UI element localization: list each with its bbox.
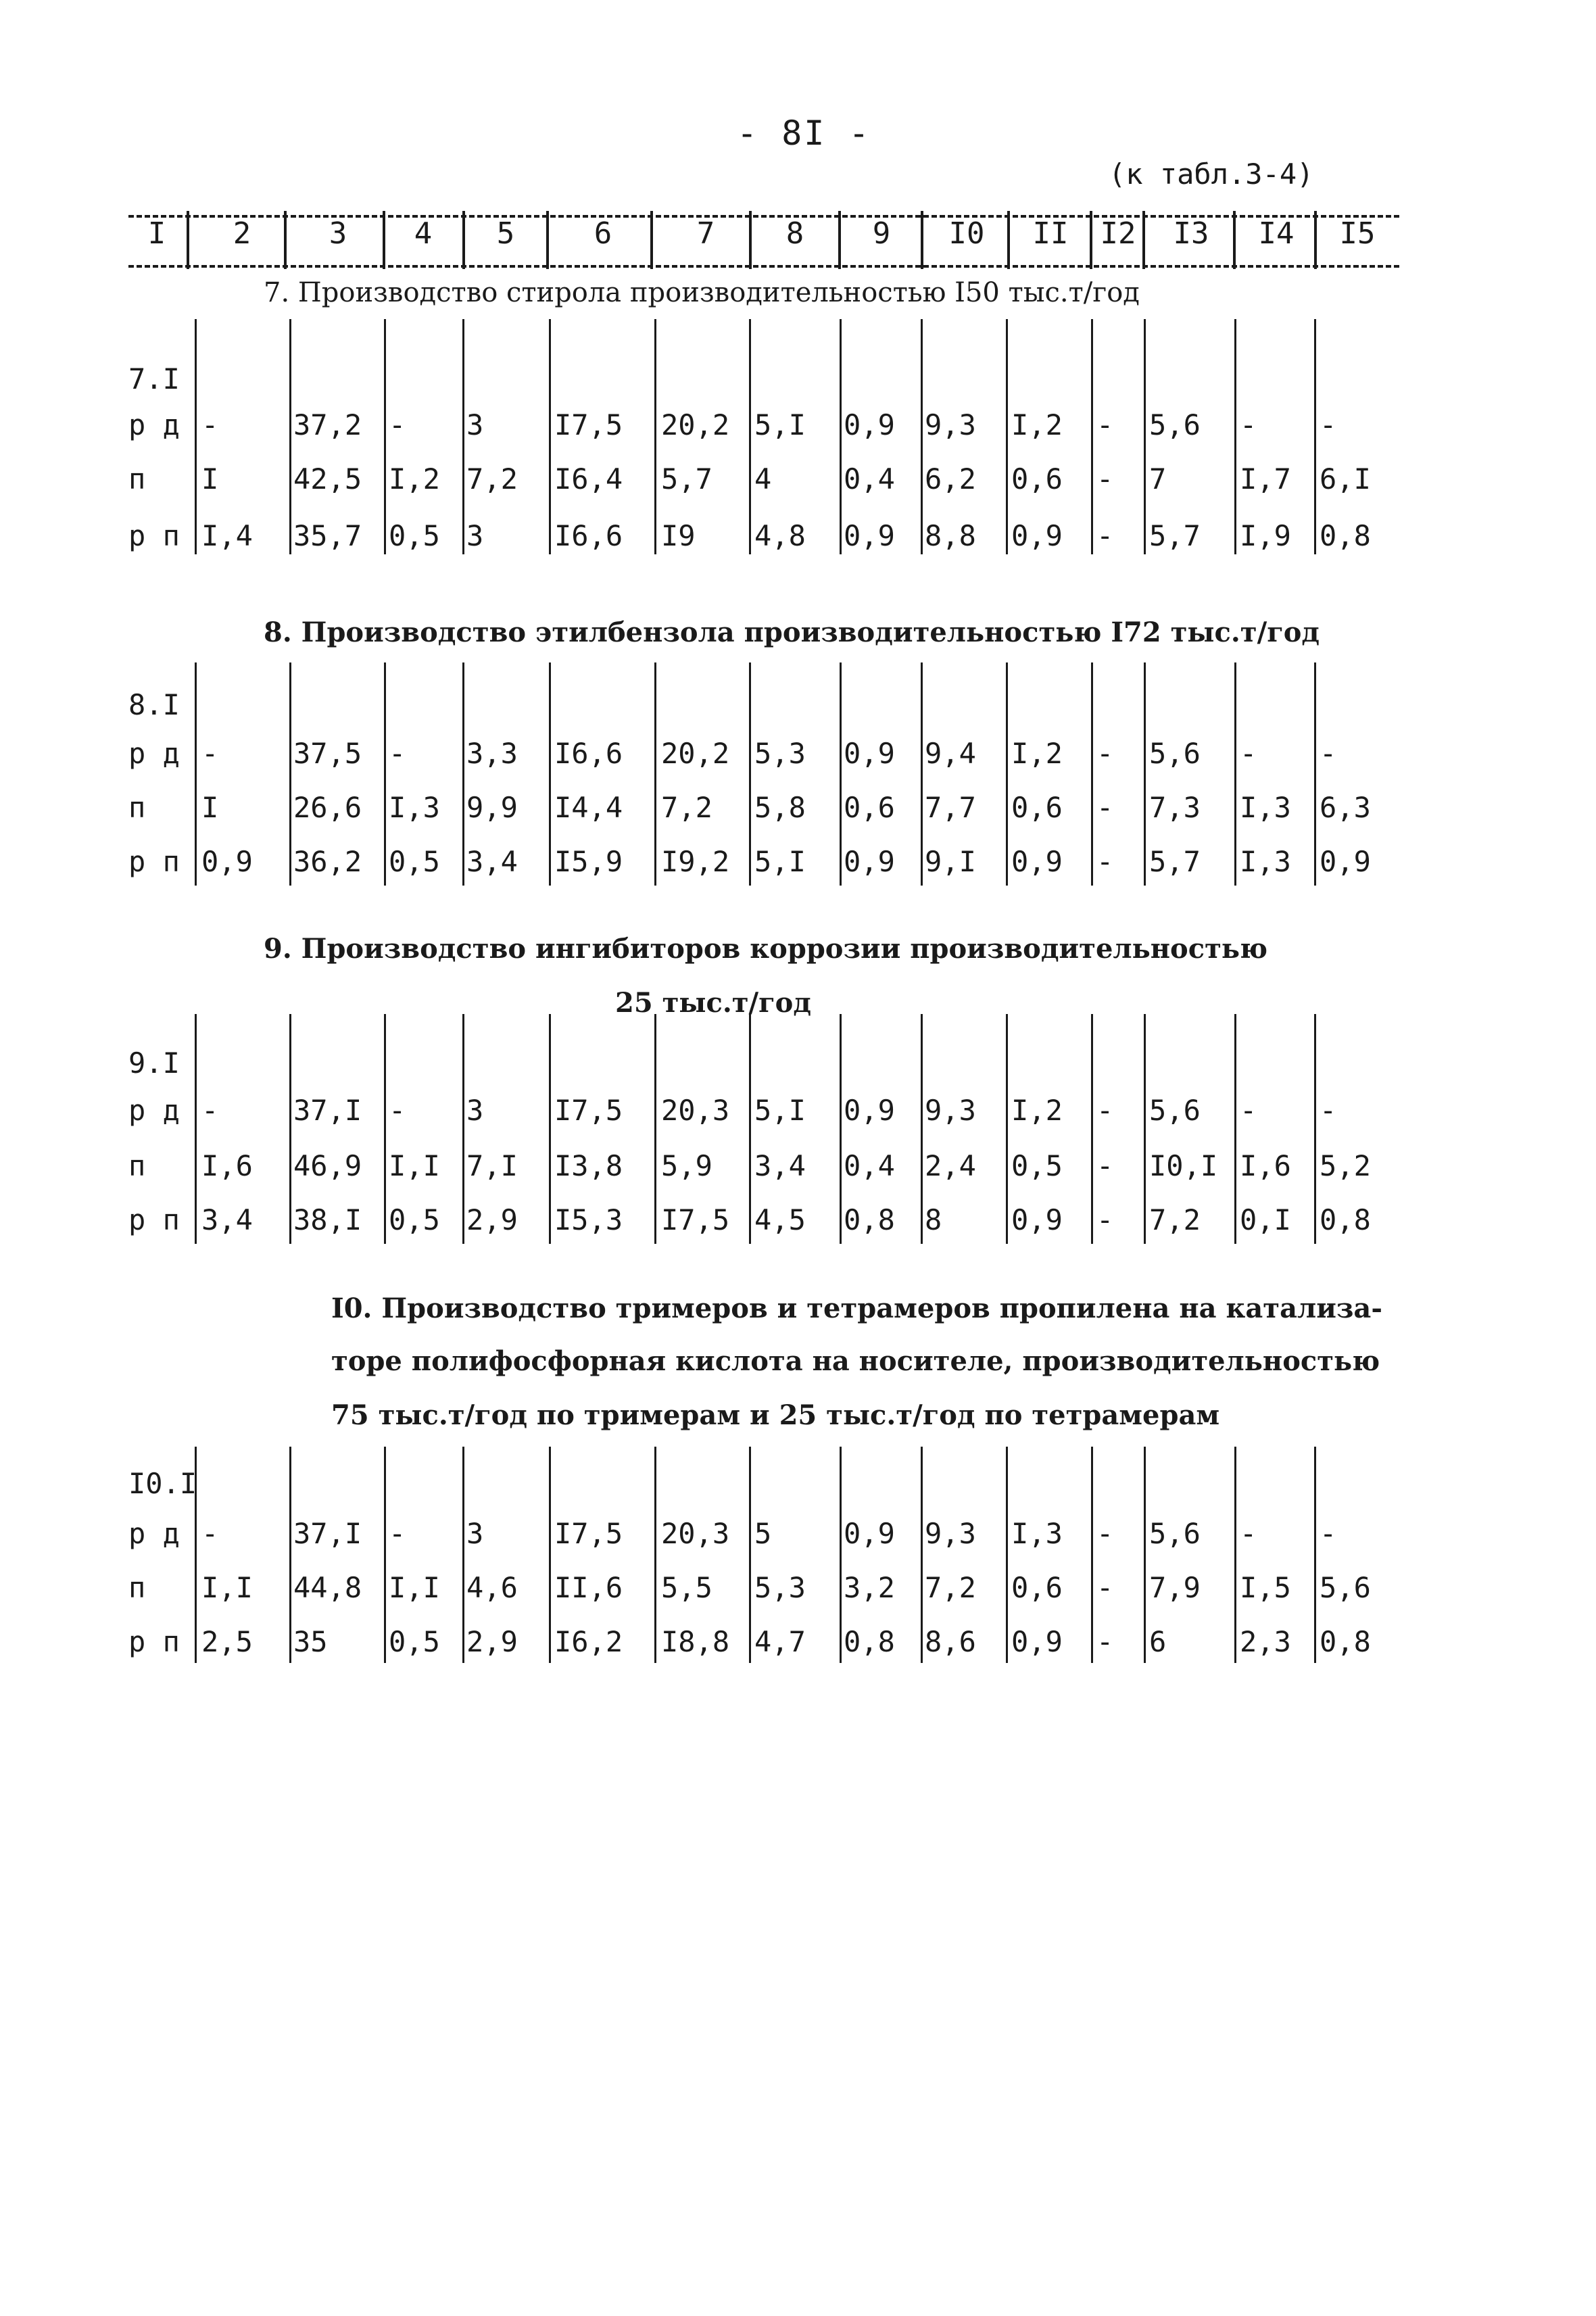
table-cell: 7,3 <box>1149 791 1201 824</box>
column-rule <box>1314 662 1316 886</box>
table-cell: 5,I <box>754 408 806 441</box>
table-cell: 0,8 <box>1320 1203 1371 1236</box>
table-cell: I,2 <box>1011 408 1063 441</box>
header-separator <box>1314 211 1317 269</box>
page-number: - 8I - <box>737 114 871 153</box>
column-rule <box>384 319 386 554</box>
row-label: р п <box>128 845 180 878</box>
row-label: р д <box>128 737 180 770</box>
column-rule <box>462 1014 464 1244</box>
table-cell: - <box>1096 1203 1114 1236</box>
table-cell: 8 <box>925 1203 942 1236</box>
table-cell: I,9 <box>1240 519 1291 552</box>
column-rule <box>384 662 386 886</box>
column-header: I2 <box>1100 216 1136 251</box>
table-cell: 0,8 <box>1320 519 1371 552</box>
table-cell: 4,8 <box>754 519 806 552</box>
table-cell: - <box>1096 737 1114 770</box>
section-title: 75 тыс.т/год по тримерам и 25 тыс.т/год по тетрамерам <box>331 1399 1220 1431</box>
column-rule <box>1234 662 1236 886</box>
table-cell: - <box>1320 408 1337 441</box>
table-cell: 6,2 <box>925 462 976 496</box>
column-rule <box>749 319 751 554</box>
section-title: торе полифосфорная кислота на носителе, производительностью <box>331 1345 1380 1377</box>
table-cell: I8,8 <box>661 1625 730 1658</box>
column-rule <box>840 319 842 554</box>
table-cell: 0,5 <box>389 519 440 552</box>
table-cell: - <box>201 408 219 441</box>
column-rule <box>195 319 197 554</box>
table-cell: 0,5 <box>1011 1149 1063 1182</box>
row-label: р п <box>128 519 180 552</box>
table-cell: - <box>389 408 406 441</box>
table-cell: 0,6 <box>1011 462 1063 496</box>
table-cell: I7,5 <box>554 1517 623 1550</box>
table-cell: 0,9 <box>201 845 253 878</box>
table-cell: I,3 <box>1240 791 1291 824</box>
column-rule <box>749 662 751 886</box>
column-rule <box>654 1014 656 1244</box>
column-rule <box>1314 319 1316 554</box>
table-cell: 2,9 <box>466 1203 518 1236</box>
table-cell: 2,9 <box>466 1625 518 1658</box>
table-cell: - <box>389 1094 406 1127</box>
column-rule <box>654 662 656 886</box>
column-rule <box>289 1014 291 1244</box>
table-cell: 0,5 <box>389 1625 440 1658</box>
section-id-label: I0.I <box>128 1467 197 1500</box>
table-cell: 5,7 <box>1149 519 1201 552</box>
table-cell: 5,3 <box>754 737 806 770</box>
table-cell: 6 <box>1149 1625 1167 1658</box>
section-id-label: 7.I <box>128 362 180 395</box>
table-cell: II,6 <box>554 1571 623 1604</box>
table-cell: 7,2 <box>661 791 712 824</box>
column-header: 7 <box>696 216 715 251</box>
section-title: 9. Производство ингибиторов коррозии производительностью <box>264 933 1268 965</box>
table-cell: - <box>1096 519 1114 552</box>
column-rule <box>921 319 923 554</box>
table-cell: - <box>1320 1517 1337 1550</box>
table-cell: 4 <box>754 462 772 496</box>
table-cell: 37,I <box>293 1517 362 1550</box>
table-cell: I,3 <box>389 791 440 824</box>
header-separator <box>650 211 653 269</box>
section-id-label: 8.I <box>128 688 180 721</box>
table-cell: I0,I <box>1149 1149 1218 1182</box>
table-cell: 3 <box>466 1517 484 1550</box>
table-cell: - <box>1240 1517 1257 1550</box>
table-cell: 0,9 <box>1011 845 1063 878</box>
table-cell: 0,6 <box>1011 1571 1063 1604</box>
table-cell: 35 <box>293 1625 328 1658</box>
table-cell: 9,3 <box>925 1517 976 1550</box>
column-rule <box>1144 1014 1146 1244</box>
table-cell: 5,8 <box>754 791 806 824</box>
table-cell: 20,2 <box>661 408 730 441</box>
table-cell: I,5 <box>1240 1571 1291 1604</box>
column-rule <box>1006 662 1008 886</box>
table-cell: - <box>1096 1094 1114 1127</box>
table-cell: 7,9 <box>1149 1571 1201 1604</box>
column-rule <box>549 662 551 886</box>
column-rule <box>549 1014 551 1244</box>
column-header: 5 <box>496 216 515 251</box>
column-header: 8 <box>785 216 804 251</box>
table-cell: - <box>1240 737 1257 770</box>
table-cell: I <box>201 791 219 824</box>
table-reference: (к табл.3-4) <box>1109 158 1314 191</box>
table-cell: 0,8 <box>1320 1625 1371 1658</box>
column-rule <box>1006 1014 1008 1244</box>
table-cell: 4,7 <box>754 1625 806 1658</box>
column-rule <box>462 662 464 886</box>
table-cell: - <box>1096 845 1114 878</box>
column-header: 4 <box>414 216 433 251</box>
column-header: I0 <box>948 216 985 251</box>
column-rule <box>1314 1014 1316 1244</box>
table-cell: 0,9 <box>1320 845 1371 878</box>
table-cell: I7,5 <box>661 1203 730 1236</box>
table-cell: I,2 <box>1011 737 1063 770</box>
row-label: п <box>128 462 146 496</box>
table-cell: 5,7 <box>661 462 712 496</box>
table-cell: 0,9 <box>1011 1625 1063 1658</box>
table-cell: 3,3 <box>466 737 518 770</box>
header-separator <box>462 211 465 269</box>
table-cell: - <box>1096 408 1114 441</box>
header-separator <box>546 211 549 269</box>
table-cell: - <box>1096 1571 1114 1604</box>
table-cell: I6,6 <box>554 519 623 552</box>
table-cell: I5,9 <box>554 845 623 878</box>
row-label: р д <box>128 1094 180 1127</box>
table-cell: I <box>201 462 219 496</box>
column-rule <box>921 1014 923 1244</box>
column-rule <box>921 662 923 886</box>
section-title: I0. Производство тримеров и тетрамеров пропилена на катализа- <box>331 1293 1382 1324</box>
table-cell: 3,2 <box>844 1571 895 1604</box>
table-cell: 7,2 <box>925 1571 976 1604</box>
table-cell: 0,9 <box>1011 519 1063 552</box>
table-cell: 0,4 <box>844 1149 895 1182</box>
table-cell: 42,5 <box>293 462 362 496</box>
column-rule <box>549 1447 551 1663</box>
table-cell: - <box>1240 408 1257 441</box>
table-cell: 20,2 <box>661 737 730 770</box>
table-cell: 0,I <box>1240 1203 1291 1236</box>
table-cell: - <box>1320 737 1337 770</box>
column-rule <box>289 1447 291 1663</box>
column-rule <box>1006 319 1008 554</box>
table-cell: I4,4 <box>554 791 623 824</box>
table-cell: 9,4 <box>925 737 976 770</box>
table-cell: 5,3 <box>754 1571 806 1604</box>
column-rule <box>1234 1447 1236 1663</box>
table-cell: 5,6 <box>1149 1094 1201 1127</box>
table-cell: 3 <box>466 1094 484 1127</box>
column-header: II <box>1032 216 1069 251</box>
column-rule <box>1006 1447 1008 1663</box>
table-cell: 0,9 <box>844 737 895 770</box>
column-header: I5 <box>1339 216 1376 251</box>
table-cell: I7,5 <box>554 408 623 441</box>
table-cell: 8,8 <box>925 519 976 552</box>
column-rule <box>840 1447 842 1663</box>
table-cell: 2,3 <box>1240 1625 1291 1658</box>
table-cell: 44,8 <box>293 1571 362 1604</box>
table-cell: I7,5 <box>554 1094 623 1127</box>
header-separator <box>1233 211 1236 269</box>
row-label: п <box>128 1571 146 1604</box>
table-cell: 5 <box>754 1517 772 1550</box>
table-cell: - <box>389 737 406 770</box>
table-cell: 0,5 <box>389 845 440 878</box>
table-cell: 0,8 <box>844 1203 895 1236</box>
table-cell: 7,I <box>466 1149 518 1182</box>
table-cell: - <box>1096 1517 1114 1550</box>
table-cell: 37,5 <box>293 737 362 770</box>
table-cell: 8,6 <box>925 1625 976 1658</box>
column-header: 3 <box>329 216 347 251</box>
table-cell: 20,3 <box>661 1094 730 1127</box>
table-cell: I,I <box>389 1149 440 1182</box>
column-rule <box>1234 1014 1236 1244</box>
table-cell: - <box>1096 791 1114 824</box>
table-cell: 0,4 <box>844 462 895 496</box>
table-cell: 2,4 <box>925 1149 976 1182</box>
table-cell: 4,5 <box>754 1203 806 1236</box>
table-cell: I,3 <box>1011 1517 1063 1550</box>
column-rule <box>840 1014 842 1244</box>
table-cell: 6,3 <box>1320 791 1371 824</box>
column-rule <box>1144 662 1146 886</box>
table-cell: - <box>201 737 219 770</box>
table-cell: I,7 <box>1240 462 1291 496</box>
table-cell: 5,9 <box>661 1149 712 1182</box>
column-rule <box>1144 319 1146 554</box>
table-cell: 6,I <box>1320 462 1371 496</box>
table-cell: 0,6 <box>1011 791 1063 824</box>
table-cell: I,2 <box>1011 1094 1063 1127</box>
column-header: I3 <box>1173 216 1209 251</box>
table-cell: I9 <box>661 519 696 552</box>
table-cell: 0,9 <box>844 519 895 552</box>
table-cell: 46,9 <box>293 1149 362 1182</box>
header-separator <box>1007 211 1010 269</box>
table-cell: 0,9 <box>844 1517 895 1550</box>
section-title: 25 тыс.т/год <box>615 987 811 1019</box>
row-label: р д <box>128 408 180 441</box>
table-cell: 36,2 <box>293 845 362 878</box>
table-cell: 3,4 <box>466 845 518 878</box>
table-cell: 0,9 <box>1011 1203 1063 1236</box>
header-separator <box>383 211 385 269</box>
table-cell: I,I <box>389 1571 440 1604</box>
table-cell: 7,2 <box>1149 1203 1201 1236</box>
header-separator <box>749 211 752 269</box>
column-rule <box>384 1014 386 1244</box>
header-separator <box>284 211 287 269</box>
section-id-label: 9.I <box>128 1046 180 1080</box>
header-separator <box>1090 211 1092 269</box>
column-rule <box>1091 1447 1093 1663</box>
table-cell: I6,2 <box>554 1625 623 1658</box>
row-label: п <box>128 791 146 824</box>
table-cell: I,6 <box>1240 1149 1291 1182</box>
table-cell: 0,6 <box>844 791 895 824</box>
column-rule <box>654 1447 656 1663</box>
column-rule <box>840 662 842 886</box>
table-cell: - <box>1320 1094 1337 1127</box>
table-cell: 5,I <box>754 845 806 878</box>
table-cell: - <box>1096 462 1114 496</box>
table-cell: - <box>389 1517 406 1550</box>
column-header: 9 <box>872 216 891 251</box>
table-cell: I3,8 <box>554 1149 623 1182</box>
table-cell: 5,7 <box>1149 845 1201 878</box>
table-cell: 35,7 <box>293 519 362 552</box>
table-cell: 2,5 <box>201 1625 253 1658</box>
table-cell: I,I <box>201 1571 253 1604</box>
column-rule <box>1091 319 1093 554</box>
column-rule <box>195 1014 197 1244</box>
table-cell: 7 <box>1149 462 1167 496</box>
table-cell: 0,9 <box>844 408 895 441</box>
table-cell: 5,6 <box>1320 1571 1371 1604</box>
row-label: р п <box>128 1625 180 1658</box>
table-cell: - <box>201 1094 219 1127</box>
section-title: 8. Производство этилбензола производительностью I72 тыс.т/год <box>264 617 1320 648</box>
column-header: 2 <box>233 216 251 251</box>
table-cell: I9,2 <box>661 845 730 878</box>
table-cell: 0,5 <box>389 1203 440 1236</box>
table-cell: 3 <box>466 408 484 441</box>
table-cell: 0,9 <box>844 1094 895 1127</box>
column-rule <box>289 319 291 554</box>
table-cell: - <box>1096 1149 1114 1182</box>
table-cell: 3 <box>466 519 484 552</box>
column-rule <box>921 1447 923 1663</box>
column-header: I <box>147 216 166 251</box>
table-cell: 7,2 <box>466 462 518 496</box>
table-cell: I5,3 <box>554 1203 623 1236</box>
table-cell: 37,I <box>293 1094 362 1127</box>
row-label: р д <box>128 1517 180 1550</box>
column-rule <box>749 1014 751 1244</box>
table-cell: 0,9 <box>844 845 895 878</box>
column-rule <box>462 1447 464 1663</box>
table-cell: 38,I <box>293 1203 362 1236</box>
column-header: 6 <box>594 216 612 251</box>
header-separator <box>921 211 923 269</box>
table-cell: 5,5 <box>661 1571 712 1604</box>
column-rule <box>1234 319 1236 554</box>
table-cell: 5,6 <box>1149 1517 1201 1550</box>
column-rule <box>654 319 656 554</box>
column-rule <box>462 319 464 554</box>
column-header: I4 <box>1258 216 1295 251</box>
row-label: п <box>128 1149 146 1182</box>
table-cell: 4,6 <box>466 1571 518 1604</box>
table-cell: - <box>1240 1094 1257 1127</box>
table-cell: 9,9 <box>466 791 518 824</box>
column-rule <box>195 662 197 886</box>
header-separator <box>1142 211 1145 269</box>
table-cell: I6,4 <box>554 462 623 496</box>
table-cell: I,6 <box>201 1149 253 1182</box>
table-cell: 37,2 <box>293 408 362 441</box>
table-cell: 5,2 <box>1320 1149 1371 1182</box>
table-cell: 9,3 <box>925 1094 976 1127</box>
column-rule <box>1091 662 1093 886</box>
table-cell: 3,4 <box>754 1149 806 1182</box>
table-cell: 5,6 <box>1149 737 1201 770</box>
table-cell: I,3 <box>1240 845 1291 878</box>
section-title: 7. Производство стирола производительностью I50 тыс.т/год <box>264 277 1140 308</box>
table-cell: 5,6 <box>1149 408 1201 441</box>
table-cell: 3,4 <box>201 1203 253 1236</box>
table-cell: 9,3 <box>925 408 976 441</box>
table-cell: I,4 <box>201 519 253 552</box>
table-cell: I6,6 <box>554 737 623 770</box>
table-cell: 26,6 <box>293 791 362 824</box>
header-bottom-rule <box>128 265 1399 268</box>
column-rule <box>1314 1447 1316 1663</box>
column-rule <box>289 662 291 886</box>
header-separator <box>838 211 841 269</box>
column-rule <box>549 319 551 554</box>
column-rule <box>1144 1447 1146 1663</box>
column-rule <box>749 1447 751 1663</box>
table-cell: 7,7 <box>925 791 976 824</box>
row-label: р п <box>128 1203 180 1236</box>
header-separator <box>187 211 189 269</box>
table-cell: 20,3 <box>661 1517 730 1550</box>
table-cell: - <box>1096 1625 1114 1658</box>
table-cell: I,2 <box>389 462 440 496</box>
table-cell: 9,I <box>925 845 976 878</box>
table-cell: 5,I <box>754 1094 806 1127</box>
column-rule <box>384 1447 386 1663</box>
table-cell: 0,8 <box>844 1625 895 1658</box>
table-cell: - <box>201 1517 219 1550</box>
column-rule <box>1091 1014 1093 1244</box>
